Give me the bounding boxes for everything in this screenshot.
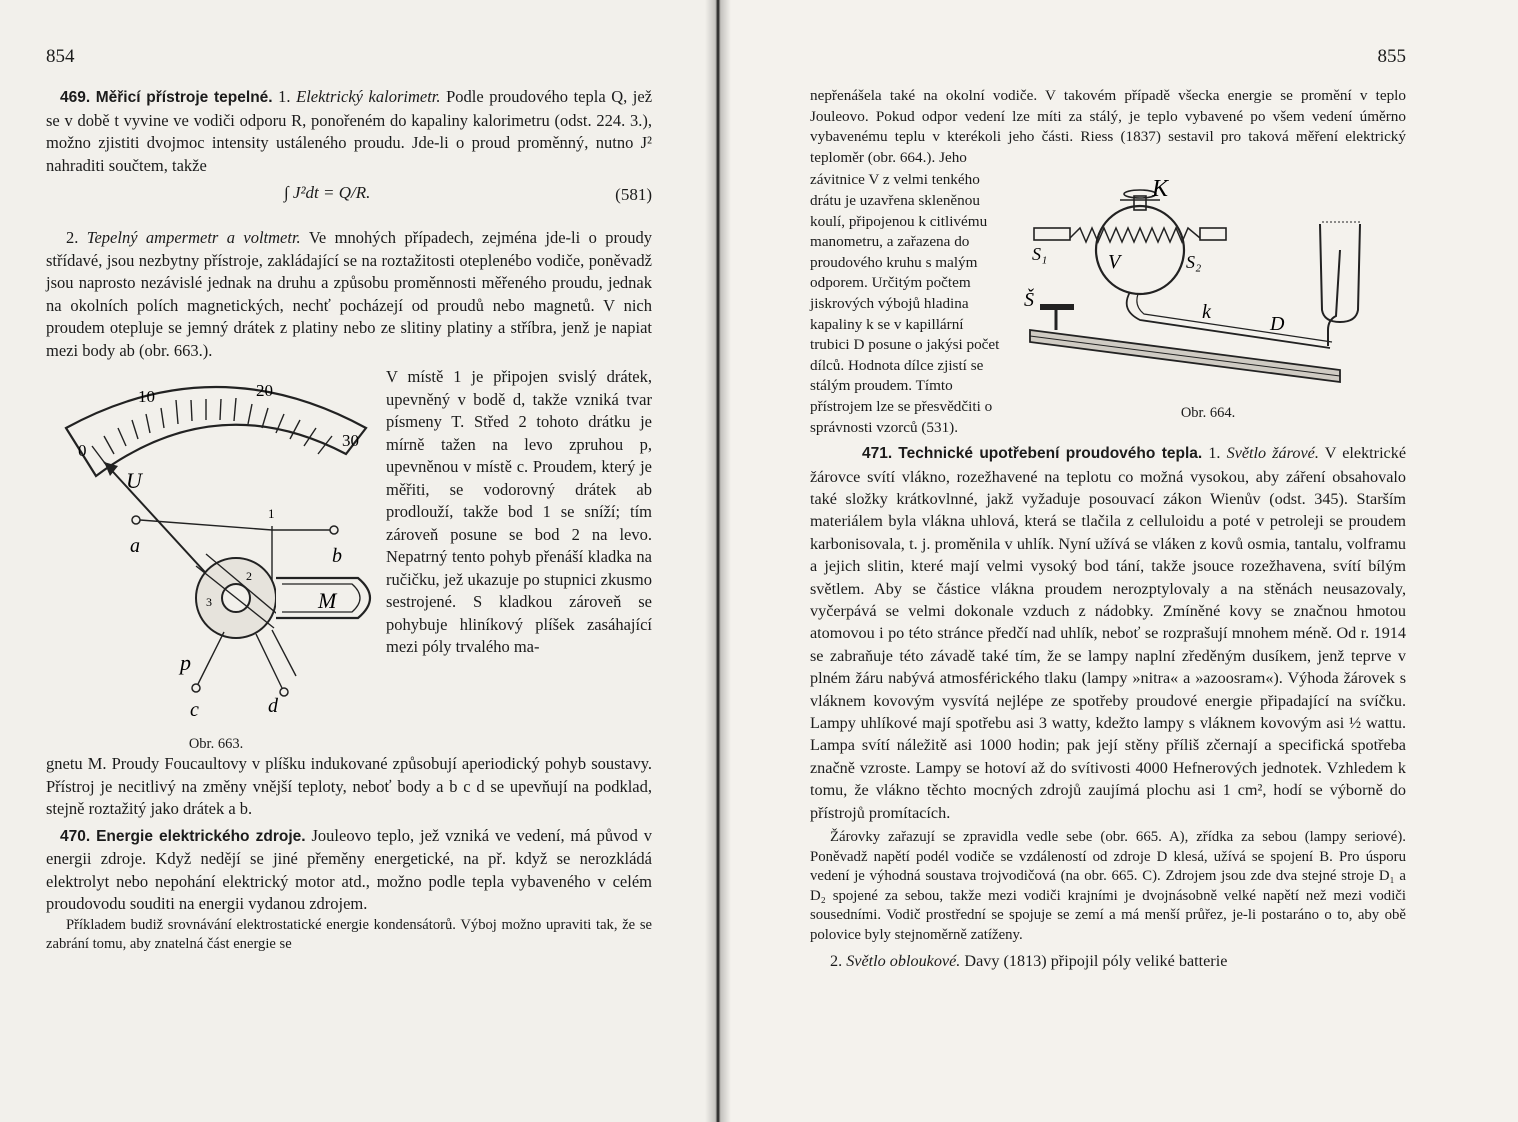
label-V: V <box>1108 251 1121 274</box>
figure-664-caption: Obr. 664. <box>1180 405 1236 422</box>
figure-663-block <box>46 366 652 753</box>
label-S1: S₁ <box>1032 244 1048 265</box>
section-470-small-text: Příkladem budiž srovnávání elektrostatické energie kondensátorů. Výboj možno upraviti tak, že se zabrání tomu, aby znatelná část energie se <box>46 916 652 952</box>
figure-664-block <box>810 170 1406 438</box>
label-M: M <box>318 588 337 613</box>
label-b: b <box>332 545 342 567</box>
scale-label-30: 30 <box>342 431 359 450</box>
section-471-item-2 <box>810 950 1406 972</box>
figure-663-caption: Obr. 663. <box>188 736 244 752</box>
section-471-paragraph-2: Žárovky zařazují se zpravidla vedle sebe (obr. 665. A), zřídka za sebou (lampy seriové). Poněvadž napětí podél vodiče se vzdáleností od zdroje D klesá, užívá se spojení B. Pro úsporu vedení je výhodná soustava trojvodičová (na obr. 665. C). Zdrojem jsou zde dva stejné stroje D₁ a D₂ spojené za sebou, takže mezi vodiči krajními je dvojnásobně velké napětí než mezi vodiči sousedními. Vodič prostřední se spojuje se zemí a má menší průřez, je-li postaráno o to, aby obě polovice byly stejnoměrně zatíženy. <box>810 829 1406 943</box>
figure-664-drawing <box>1010 170 1406 400</box>
figure-664-wrap-text-column <box>810 170 1000 438</box>
formula-number: (581) <box>615 185 652 204</box>
section-470-title: Energie elektrického zdroje. <box>96 827 306 845</box>
section-470 <box>46 825 652 916</box>
section-471-item-2-text: Davy (1813) připojil póly veliké batterie <box>964 951 1228 970</box>
page-number-left: 854 <box>46 46 75 67</box>
section-471-item-2-title: Světlo obloukové. <box>846 951 961 970</box>
section-469-intro <box>46 86 652 177</box>
section-471-item-1-number: 1. <box>1208 444 1221 463</box>
scale-label-20: 20 <box>256 381 273 400</box>
section-471 <box>810 442 1406 824</box>
section-469-paragraph-1: Podle proudového tepla Q, jež se v době t vyvine ve vodiči odporu R, ponořeném do kapaliny kalorimetru (odst. 224. 3.), možno zjistiti dvojmoc intensity ustáleného proudu. Jde-li o proud proměnný, nutno J² nahraditi součtem, takže <box>46 87 653 175</box>
label-S-hacek: Š <box>1024 289 1034 312</box>
label-k: k <box>1202 301 1211 324</box>
section-469-wrap-text: V místě 1 je připojen svislý drátek, upevněný v bodě d, takže vzniká tvar písmeny T. Střed 2 tohoto drátku je mírně tažen na levo zpruhou p, upevněnou v místě c. Proudem, který je měřiti, se vodorovný drátek ab prodlouží, takže bod 1 se sníží; tím zároveň posune se bod 2 na levo. Nepatrný tento pohyb přenáší kladka na ručičku, jež ukazuje po stupnici zkusmo sestrojené. S kladkou zároveň se pohybuje hliníkový plíšek zasáhající mezi póly trvalého ma- <box>386 367 652 656</box>
left-page <box>0 0 718 1122</box>
label-c: c <box>190 699 199 721</box>
figure-664-wrap-text: závitnice V z velmi tenkého drátu je uzavřena skleněnou koulí, připojenou k citlivému manometru, a zařazena do proudového kruhu s malým odporem. Určitým počtem jiskrových výbojů hladina kapaliny k se v kapillární trubici D posune o jakýsi počet dílců. Hodnota dílce zjistí se stálým proudem. Tímto přístrojem lze se přesvědčiti o správnosti vzorců (531). <box>810 171 1000 436</box>
right-page <box>718 0 1518 1122</box>
item-1-title: Elektrický kalorimetr. <box>296 87 441 106</box>
book-gutter <box>705 0 731 1122</box>
figure-663-wrap-text-column <box>386 366 652 753</box>
section-469-paragraph-2 <box>46 227 652 362</box>
section-471-title: Technické upotřebení proudového tepla. <box>898 445 1203 463</box>
continued-paragraph: nepřenášela také na okolní vodiče. V takovém případě všecka energie se promění v teplo Jouleovo. Pokud odpor vedení lze míti za stálý, je teplo vybavené po všem vedení úměrno vybavenému teplu v kterékoli jeho části. Riess (1837) sestavil pro taková měření elektrický teploměr (obr. 664.). Jeho <box>810 87 1406 166</box>
label-S2: S₂ <box>1186 252 1202 273</box>
label-2: 2 <box>246 569 252 583</box>
section-471-item-2-number: 2. <box>830 951 843 970</box>
label-d: d <box>268 695 278 717</box>
section-471-number: 471. <box>862 445 893 463</box>
scale-label-10: 10 <box>138 387 155 406</box>
label-K: K <box>1152 176 1169 203</box>
section-469-after-figure: gnetu M. Proudy Foucaultovy v plíšku indukované způsobují aperiodický pohyb soustavy. Přístroj je necitlivý na změny vnější teploty, neboť body a b c d se upevňují na podklad, stejně roztažitý jako drátek a b. <box>46 754 652 818</box>
section-470-text: Jouleovo teplo, jež vzniká ve vedení, má původ v energii zdroje. Když nedějí se jiné přeměny energetické, na př. když se nerozkládá elektrolyt nebo nepohání elektrický motor atd., možno podle tepla vybaveného v celém proudovodu souditi na energii vydanou zdrojem. <box>46 825 653 913</box>
section-471-paragraph-1: V elektrické žárovce svítí vlákno, rozežhavené na teplotu co možná vysokou, aby záření obsahovalo také složky krátkovlnné, jakž vyžaduje posouvací zákon Wienův (odst. 345). Starším materiálem byla vlákna uhlová, která se tlačila z celluloidu a poté v petroleji se proudem karbonisovala, t. j. proměnila v uhlík. Nyní užívá se vláken z kovů osmia, tantalu, volframu a jejich slitin, které mají velmi vysoký bod tání, takže jsouce rozežhavena, svítí bílým světlem. Aby se částice vlákna proudem nerozptylovaly a na stěnách neusazovaly, vyčerpává se velmi dokonale vzduch z nádobky. Zmíněné kovy se značnou hmotou atomovou i po této stránce předčí nad uhlík, neboť se rozprašují mnohem méně. Od r. 1914 se zabraňuje této závadě také tím, že se lampy naplní zředěným dusíkem, jenž teprve v plném žáru nabývá atmosférického tlaku (lampy »nitra« a »azoosram«). Výhoda žárovek s vláknem kovovým vysvítá nejlépe ze spotřeby proudové energie připadající na svíčku. Lampy uhlíkové mají spotřebu asi 3 watty, kdežto lampy s vláknem kovovým asi ½ wattu. Lampa svítí náležitě asi 1000 hodin; pak její stěny příliš zčernají a specifická spotřeba značně vzroste. Lampy se hotoví až do svítivosti 4000 Hefnerových jednotek. Vzhledem k tomu, že vlákno těchto mocných zdrojů zaujímá plochu asi 1 cm², hodí se výborně do přístrojů promítacích. <box>810 444 1407 822</box>
section-471-item-1-title: Světlo žárové. <box>1226 444 1319 463</box>
item-1-number: 1. <box>278 87 291 106</box>
figure-663-drawing <box>46 366 386 736</box>
label-3: 3 <box>206 595 212 609</box>
section-469-number: 469. <box>60 89 91 106</box>
item-2-number: 2. <box>66 228 79 247</box>
label-D: D <box>1270 313 1285 336</box>
label-U: U <box>126 468 142 493</box>
section-469-title: Měřicí přístroje tepelné. <box>95 89 273 106</box>
figure-663 <box>46 366 386 753</box>
formula-581 <box>46 177 652 227</box>
section-470-number: 470. <box>60 827 91 845</box>
label-1: 1 <box>268 506 275 521</box>
figure-664 <box>1000 170 1406 438</box>
scale-label-0: 0 <box>78 441 87 460</box>
item-2-text: Ve mnohých případech, zejména jde-li o proudy střídavé, jsou nezbytny přístroje, zakládající se na roztažitosti oteplenébo vodiče, poněvadž jsou naprosto nezávislé jednak na druhu a způsobu proměnnosti měřeného proudu, jednak na okolních polích magnetických, nechť pocházejí od proudů nebo magnetů. V nich proudem otepluje se jemný drátek z platiny nebo ze slitiny platiny a stříbra, jenž je napiat mezi body ab (obr. 663.). <box>46 228 653 360</box>
page-number-right: 855 <box>1377 46 1406 67</box>
formula-expression: ∫ J²dt = Q/R. <box>284 183 371 202</box>
label-p: p <box>180 650 191 675</box>
label-a: a <box>130 535 140 557</box>
item-2-title: Tepelný ampermetr a voltmetr. <box>86 228 301 247</box>
